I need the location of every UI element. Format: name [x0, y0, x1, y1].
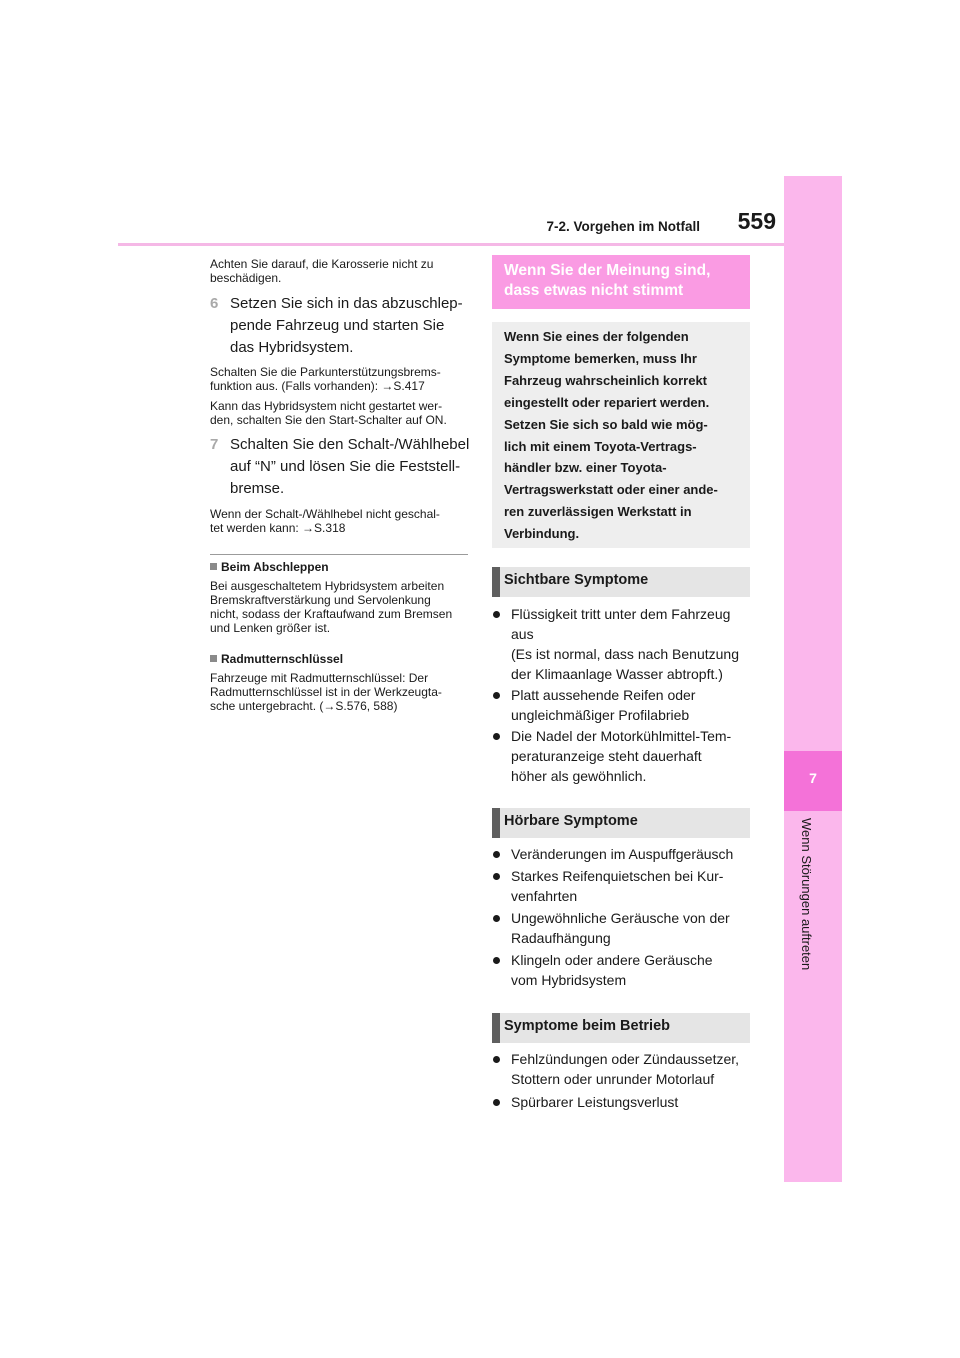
intro-line: Wenn Sie eines der folgenden — [504, 329, 689, 344]
heading-bar — [492, 1013, 500, 1043]
intro-line: Verbindung. — [504, 526, 580, 542]
list-item — [493, 685, 753, 725]
step-text-line: Schalten Sie den Schalt-/Wählhebel — [230, 436, 470, 453]
step-number: 6 — [210, 295, 219, 312]
list-item — [493, 1049, 753, 1089]
chapter-title-container — [799, 818, 827, 1018]
note-line: Fahrzeuge mit Radmutternschlüssel: Der — [210, 671, 429, 685]
bullet-icon — [493, 851, 500, 858]
main-heading-line: dass etwas nicht stimmt — [504, 282, 684, 299]
intro-line: lich mit einem Toyota-Vertrags- — [504, 438, 697, 454]
heading-bar — [492, 567, 500, 597]
list-item-line: Ungewöhnliche Geräusche von der — [511, 910, 730, 926]
note-line: Bei ausgeschaltetem Hybridsystem arbeiten — [210, 579, 445, 593]
list-item-line: Flüssigkeit tritt unter dem Fahrzeug — [511, 606, 731, 622]
step-6 — [210, 293, 480, 359]
list-item-line: Radaufhängung — [511, 930, 611, 946]
note-heading-text: Beim Abschleppen — [221, 560, 329, 574]
intro-line: ren zuverlässigen Werkstatt in — [504, 504, 692, 520]
bullet-icon — [493, 1056, 500, 1063]
list-item-line: der Klimaanlage Wasser abtropft.) — [511, 666, 723, 682]
list-item — [493, 866, 753, 906]
symptome-beim-betrieb-heading — [492, 1013, 750, 1043]
step-text-line: Setzen Sie sich in das abzuschlep- — [230, 295, 463, 312]
step-7 — [210, 434, 480, 500]
section-divider — [210, 554, 468, 555]
list-item — [493, 908, 753, 948]
note-heading — [210, 560, 472, 575]
note-heading-text: Radmutternschlüssel — [221, 652, 344, 666]
list-item — [493, 950, 753, 990]
sub-heading-text: Hörbare Symptome — [504, 813, 638, 829]
note-line[interactable]: sche untergebracht. (→S.576, 588) — [210, 699, 398, 713]
intro-note-line: Achten Sie darauf, die Karosserie nicht zu — [210, 257, 434, 271]
note-line[interactable]: tet werden kann: →S.318 — [210, 521, 346, 535]
intro-note-line: beschädigen. — [210, 271, 282, 285]
list-item-line: aus — [511, 626, 534, 642]
hoerbare-symptome-heading — [492, 808, 750, 838]
note-line[interactable]: funktion aus. (Falls vorhanden): →S.417 — [210, 379, 425, 393]
intro-line: händler bzw. einer Toyota- — [504, 460, 667, 476]
sub-heading-text: Symptome beim Betrieb — [504, 1018, 670, 1034]
list-item-line: Die Nadel der Motorkühlmittel-Tem- — [511, 728, 732, 744]
list-item — [493, 726, 753, 786]
intro-line: Fahrzeug wahrscheinlich korrekt — [504, 372, 708, 388]
intro-line: eingestellt oder repariert werden. — [504, 394, 710, 410]
step-number: 7 — [210, 436, 219, 453]
note-line: nicht, sodass der Kraftaufwand zum Bremsen — [210, 607, 453, 621]
intro-line: Setzen Sie sich so bald wie mög- — [504, 416, 708, 432]
step-text-line: das Hybridsystem. — [230, 339, 354, 356]
step-6-note-parking-brake — [210, 365, 470, 393]
note-line: und Lenken größer ist. — [210, 621, 331, 635]
section-title: 7-2. Vorgehen im Notfall — [546, 219, 700, 234]
list-item-line: Spürbarer Leistungsverlust — [511, 1094, 679, 1110]
bullet-icon — [493, 611, 500, 618]
note-heading — [210, 652, 472, 667]
intro-line: Vertragswerkstatt oder einer ande- — [504, 482, 718, 498]
square-bullet-icon — [210, 655, 217, 662]
sub-heading-text: Sichtbare Symptome — [504, 572, 649, 588]
square-bullet-icon — [210, 563, 217, 570]
list-item — [493, 1092, 753, 1112]
bullet-icon — [493, 915, 500, 922]
note-radmutternschluessel — [210, 652, 472, 713]
bullet-icon — [493, 733, 500, 740]
list-item — [493, 604, 753, 684]
header-rule — [118, 243, 784, 246]
step-7-note — [210, 507, 470, 535]
step-6-note-start — [210, 399, 472, 427]
bullet-icon — [493, 957, 500, 964]
list-item — [493, 844, 753, 864]
note-line: Wenn der Schalt-/Wählhebel nicht geschal- — [210, 507, 440, 521]
list-item-line: venfahrten — [511, 888, 578, 904]
list-item-line: (Es ist normal, dass nach Benutzung — [511, 646, 740, 662]
main-heading-box — [492, 255, 750, 309]
note-line: Schalten Sie die Parkunterstützungsbrems- — [210, 365, 441, 379]
note-line: Bremskraftverstärkung und Servolenkung — [210, 593, 431, 607]
chapter-title: Wenn Störungen auftreten — [799, 818, 814, 971]
chapter-side-tab — [784, 176, 842, 1182]
bullet-icon — [493, 873, 500, 880]
list-item-line: Fehlzündungen oder Zündaussetzer, — [511, 1051, 740, 1067]
list-item-line: Veränderungen im Auspuffgeräusch — [511, 846, 734, 862]
intro-line: Symptome bemerken, muss Ihr — [504, 350, 697, 366]
page-number: 559 — [737, 208, 776, 234]
intro-note — [210, 257, 470, 285]
list-item-line: Platt aussehende Reifen oder — [511, 687, 696, 703]
main-heading-line: Wenn Sie der Meinung sind, — [504, 262, 711, 279]
intro-text — [504, 326, 742, 545]
list-item-line: Stottern oder unrunder Motorlauf — [511, 1071, 715, 1087]
list-item-line: peraturanzeige steht dauerhaft — [511, 748, 702, 764]
bullet-icon — [493, 1099, 500, 1106]
heading-bar — [492, 808, 500, 838]
note-line: Radmutternschlüssel ist in der Werkzeugta- — [210, 685, 442, 699]
note-line: Kann das Hybridsystem nicht gestartet wer- — [210, 399, 443, 413]
list-item-line: höher als gewöhnlich. — [511, 768, 647, 784]
chapter-number: 7 — [809, 770, 817, 786]
note-abschleppen — [210, 560, 472, 635]
list-item-line: Klingeln oder andere Geräusche — [511, 952, 713, 968]
note-line: den, schalten Sie den Start-Schalter auf ON. — [210, 413, 447, 427]
intro-box — [492, 322, 750, 548]
sichtbare-symptome-heading — [492, 567, 750, 597]
list-item-line: ungleichmäßiger Profilabrieb — [511, 707, 690, 723]
main-heading — [504, 261, 744, 301]
step-text-line: pende Fahrzeug und starten Sie — [230, 317, 445, 334]
step-text-line: auf “N” und lösen Sie die Feststell- — [230, 458, 461, 475]
bullet-icon — [493, 692, 500, 699]
list-item-line: Starkes Reifenquietschen bei Kur- — [511, 868, 724, 884]
step-text-line: bremse. — [230, 480, 285, 497]
list-item-line: vom Hybridsystem — [511, 972, 627, 988]
